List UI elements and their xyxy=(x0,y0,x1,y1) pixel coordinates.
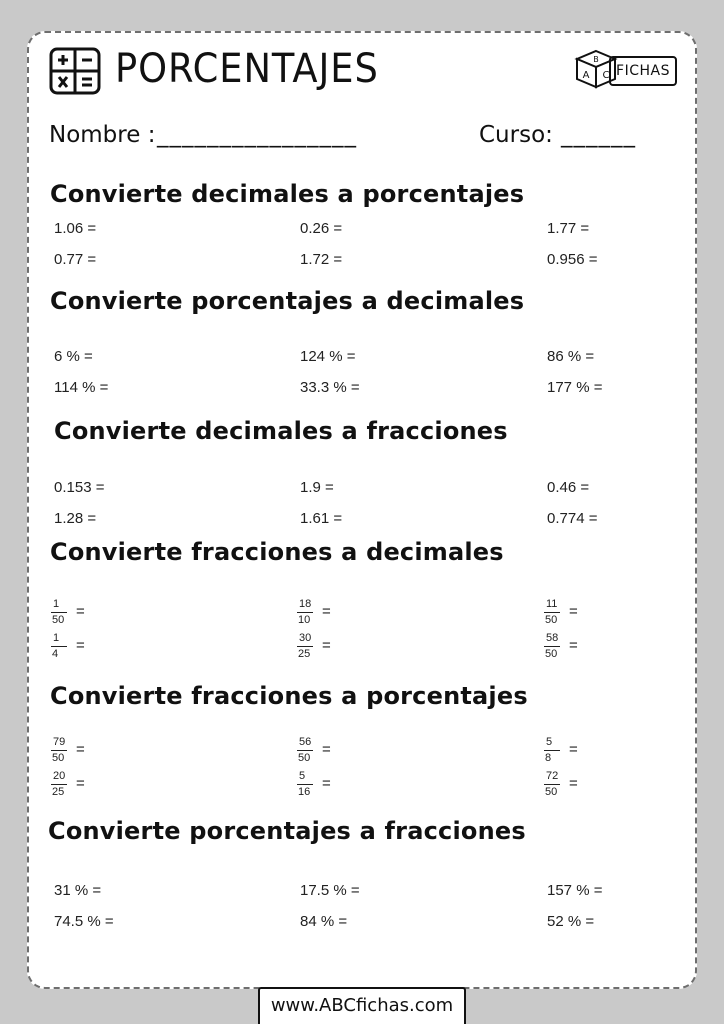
fraction-denominator: 8 xyxy=(545,752,552,764)
fraction-bar xyxy=(544,612,560,613)
fraction-numerator: 56 xyxy=(299,736,312,748)
logo-letter-b: B xyxy=(593,55,599,64)
fraction-bar xyxy=(51,612,67,613)
fraction-denominator: 50 xyxy=(545,648,558,660)
website-footer: www.ABCfichas.com xyxy=(258,987,466,1024)
fraction xyxy=(51,632,69,661)
fraction-numerator: 58 xyxy=(546,632,559,644)
fraction xyxy=(544,736,562,765)
exercise-item: 1.77 = xyxy=(547,220,590,237)
name-label: Nombre : xyxy=(49,122,156,148)
fraction-bar xyxy=(51,784,67,785)
fraction-bar xyxy=(297,784,313,785)
fraction-numerator: 79 xyxy=(53,736,66,748)
equals-sign: = xyxy=(322,775,331,792)
equals-sign: = xyxy=(76,775,85,792)
exercise-item: 0.77 = xyxy=(54,251,97,268)
fraction-bar xyxy=(297,646,313,647)
fraction-numerator: 5 xyxy=(546,736,553,748)
logo-letter-a: A xyxy=(582,70,590,81)
fraction xyxy=(297,632,315,661)
fraction-denominator: 50 xyxy=(298,752,311,764)
abcfichas-logo xyxy=(571,49,679,89)
fraction-denominator: 50 xyxy=(52,752,65,764)
fraction-denominator: 10 xyxy=(298,614,311,626)
logo-letter-c: C xyxy=(602,70,610,81)
exercise-item: 124 % = xyxy=(300,348,356,365)
exercise-item: 0.774 = xyxy=(547,510,598,527)
fraction-numerator: 11 xyxy=(546,598,558,610)
exercise-item: 1.28 = xyxy=(54,510,97,527)
fraction-denominator: 50 xyxy=(545,786,558,798)
fraction xyxy=(544,632,562,661)
fraction-bar xyxy=(297,612,313,613)
fraction-denominator: 50 xyxy=(545,614,558,626)
exercise-item: 1.72 = xyxy=(300,251,343,268)
fraction-denominator: 16 xyxy=(298,786,311,798)
equals-sign: = xyxy=(322,741,331,758)
fraction-denominator: 4 xyxy=(52,648,59,660)
equals-sign: = xyxy=(569,637,578,654)
section-title: Convierte fracciones a porcentajes xyxy=(50,682,528,710)
equals-sign: = xyxy=(322,603,331,620)
fraction-numerator: 72 xyxy=(546,770,559,782)
exercise-item: 1.61 = xyxy=(300,510,343,527)
equals-sign: = xyxy=(322,637,331,654)
fraction-denominator: 50 xyxy=(52,614,65,626)
equals-sign: = xyxy=(569,603,578,620)
fraction xyxy=(544,598,562,627)
exercise-item: 1.06 = xyxy=(54,220,97,237)
logo-text: FICHAS xyxy=(609,56,677,86)
exercise-item: 157 % = xyxy=(547,882,603,899)
name-blank[interactable]: ________________ xyxy=(157,122,357,148)
fraction-bar xyxy=(544,646,560,647)
exercise-item: 0.153 = xyxy=(54,479,105,496)
fraction-numerator: 1 xyxy=(53,598,60,610)
equals-sign: = xyxy=(569,741,578,758)
exercise-item: 74.5 % = xyxy=(54,913,114,930)
exercise-item: 84 % = xyxy=(300,913,348,930)
fraction-denominator: 25 xyxy=(52,786,65,798)
equals-sign: = xyxy=(76,637,85,654)
fraction-bar xyxy=(51,646,67,647)
equals-sign: = xyxy=(569,775,578,792)
fraction-denominator: 25 xyxy=(298,648,311,660)
exercise-item: 114 % = xyxy=(54,379,109,396)
section-title: Convierte decimales a porcentajes xyxy=(50,180,525,208)
exercise-item: 0.46 = xyxy=(547,479,590,496)
fraction xyxy=(51,736,69,765)
equals-sign: = xyxy=(76,603,85,620)
exercise-item: 52 % = xyxy=(547,913,595,930)
fraction-numerator: 30 xyxy=(299,632,312,644)
exercise-item: 1.9 = xyxy=(300,479,334,496)
fraction xyxy=(51,770,69,799)
fraction-numerator: 1 xyxy=(53,632,60,644)
fraction-numerator: 20 xyxy=(53,770,66,782)
exercise-item: 17.5 % = xyxy=(300,882,360,899)
section-title: Convierte porcentajes a fracciones xyxy=(48,817,526,845)
fraction-numerator: 5 xyxy=(299,770,306,782)
exercise-item: 31 % = xyxy=(54,882,102,899)
exercise-item: 86 % = xyxy=(547,348,595,365)
equals-sign: = xyxy=(76,741,85,758)
section-title: Convierte fracciones a decimales xyxy=(50,538,504,566)
fraction xyxy=(51,598,69,627)
section-title: Convierte porcentajes a decimales xyxy=(50,287,525,315)
course-label: Curso: xyxy=(479,122,553,148)
page-title: PORCENTAJES xyxy=(115,46,379,92)
worksheet-header xyxy=(49,45,679,95)
exercise-item: 0.26 = xyxy=(300,220,343,237)
exercise-item: 6 % = xyxy=(54,348,93,365)
fraction-bar xyxy=(297,750,313,751)
fraction xyxy=(297,598,315,627)
course-blank[interactable]: ______ xyxy=(561,122,636,148)
exercise-item: 177 % = xyxy=(547,379,603,396)
fraction xyxy=(544,770,562,799)
fraction xyxy=(297,770,315,799)
fraction-bar xyxy=(51,750,67,751)
calculator-icon xyxy=(49,47,101,95)
section-title: Convierte decimales a fracciones xyxy=(54,417,508,445)
fraction-bar xyxy=(544,750,560,751)
fraction-numerator: 18 xyxy=(299,598,312,610)
fraction-bar xyxy=(544,784,560,785)
student-info-line xyxy=(49,122,681,158)
exercise-item: 0.956 = xyxy=(547,251,598,268)
fraction xyxy=(297,736,315,765)
exercise-item: 33.3 % = xyxy=(300,379,360,396)
